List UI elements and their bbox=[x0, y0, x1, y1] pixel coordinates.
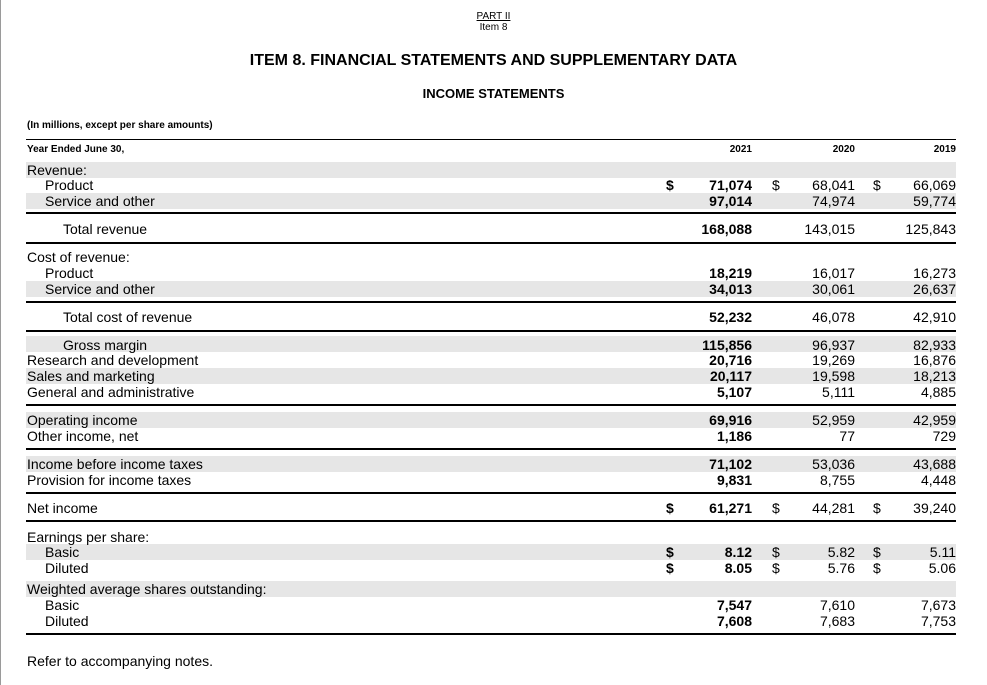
row-label-revenue-service: Service and other bbox=[45, 193, 155, 209]
row-label-cost-service: Service and other bbox=[45, 281, 155, 297]
value-2020: 5.76 bbox=[827, 560, 855, 576]
value-2021: 7,547 bbox=[716, 597, 752, 613]
value-2021: 18,219 bbox=[709, 265, 752, 281]
revenue-section-label: Revenue: bbox=[27, 162, 87, 178]
row-label-total-revenue: Total revenue bbox=[63, 221, 148, 237]
rule bbox=[26, 448, 956, 450]
row-label-net-income: Net income bbox=[27, 500, 98, 516]
rule bbox=[26, 242, 956, 244]
value-2021: 7,608 bbox=[716, 613, 752, 629]
value-2019: 5.11 bbox=[929, 544, 956, 560]
row-band bbox=[26, 162, 956, 178]
statement-title: INCOME STATEMENTS bbox=[422, 86, 565, 101]
value-2021: 9,831 bbox=[716, 472, 752, 488]
value-2020: 8,755 bbox=[819, 472, 855, 488]
part-marker bbox=[0, 11, 987, 33]
value-2019: 7,673 bbox=[920, 597, 956, 613]
value-2020: 46,078 bbox=[812, 309, 855, 325]
currency-symbol: $ bbox=[772, 177, 780, 193]
value-2019: 18,213 bbox=[913, 368, 956, 384]
currency-symbol: $ bbox=[666, 544, 674, 560]
eps-section-label: Earnings per share: bbox=[27, 529, 150, 545]
value-2020: 53,036 bbox=[812, 456, 855, 472]
value-2021: 20,117 bbox=[709, 368, 752, 384]
year-header-label: Year Ended June 30, bbox=[27, 144, 125, 155]
item-label: Item 8 bbox=[479, 22, 508, 33]
value-2021: 52,232 bbox=[709, 309, 752, 325]
row-label-cost-product: Product bbox=[45, 265, 94, 281]
currency-symbol: $ bbox=[873, 500, 881, 516]
row-label-income-before-taxes: Income before income taxes bbox=[27, 456, 203, 472]
rule bbox=[26, 520, 956, 522]
rule bbox=[26, 633, 956, 635]
header-top-rule bbox=[26, 139, 956, 140]
row-label-gross-margin: Gross margin bbox=[63, 337, 148, 353]
col-header-2019: 2019 bbox=[933, 144, 956, 155]
rule bbox=[26, 330, 956, 332]
value-2019: 16,876 bbox=[913, 352, 956, 368]
value-2020: 16,017 bbox=[812, 265, 855, 281]
value-2021: 8.05 bbox=[724, 560, 752, 576]
units-note: (In millions, except per share amounts) bbox=[27, 120, 213, 131]
value-2020: 7,610 bbox=[819, 597, 855, 613]
value-2021: 8.12 bbox=[724, 544, 752, 560]
row-label-general-admin: General and administrative bbox=[27, 384, 195, 400]
value-2021: 34,013 bbox=[709, 281, 752, 297]
rule bbox=[26, 492, 956, 494]
page-title: ITEM 8. FINANCIAL STATEMENTS AND SUPPLEMENTARY DATA bbox=[249, 52, 738, 69]
value-2019: 26,637 bbox=[913, 281, 956, 297]
value-2019: 66,069 bbox=[913, 177, 956, 193]
value-2021: 71,102 bbox=[709, 456, 752, 472]
value-2019: 16,273 bbox=[913, 265, 956, 281]
value-2021: 1,186 bbox=[716, 428, 752, 444]
value-2020: 77 bbox=[839, 428, 855, 444]
value-2019: 5.06 bbox=[928, 560, 956, 576]
value-2019: 39,240 bbox=[913, 500, 956, 516]
page-left-edge bbox=[0, 0, 1, 685]
value-2020: 96,937 bbox=[812, 337, 855, 353]
value-2019: 59,774 bbox=[913, 193, 956, 209]
row-label-shares-diluted: Diluted bbox=[45, 613, 89, 629]
value-2020: 19,269 bbox=[812, 352, 855, 368]
row-label-operating-income: Operating income bbox=[27, 412, 138, 428]
row-label-revenue-product: Product bbox=[45, 177, 94, 193]
value-2020: 5,111 bbox=[822, 384, 855, 400]
row-label-other-income: Other income, net bbox=[27, 428, 139, 444]
shares-section-label: Weighted average shares outstanding: bbox=[27, 581, 267, 597]
value-2021: 97,014 bbox=[709, 193, 752, 209]
currency-symbol: $ bbox=[666, 500, 674, 516]
currency-symbol: $ bbox=[772, 500, 780, 516]
value-2019: 82,933 bbox=[913, 337, 956, 353]
value-2020: 19,598 bbox=[812, 368, 855, 384]
value-2020: 5.82 bbox=[827, 544, 855, 560]
value-2019: 4,448 bbox=[920, 472, 956, 488]
currency-symbol: $ bbox=[772, 544, 780, 560]
value-2020: 52,959 bbox=[812, 412, 855, 428]
rule bbox=[26, 301, 956, 303]
currency-symbol: $ bbox=[873, 560, 881, 576]
col-header-2021: 2021 bbox=[729, 144, 752, 155]
value-2019: 42,959 bbox=[913, 412, 956, 428]
currency-symbol: $ bbox=[873, 544, 881, 560]
part-label: PART II bbox=[476, 11, 511, 22]
rule bbox=[26, 404, 956, 406]
footnote: Refer to accompanying notes. bbox=[27, 653, 213, 669]
value-2021: 5,107 bbox=[716, 384, 752, 400]
currency-symbol: $ bbox=[873, 177, 881, 193]
currency-symbol: $ bbox=[666, 177, 674, 193]
currency-symbol: $ bbox=[772, 560, 780, 576]
value-2021: 168,088 bbox=[701, 221, 752, 237]
currency-symbol: $ bbox=[666, 560, 674, 576]
value-2019: 729 bbox=[932, 428, 956, 444]
row-label-research-development: Research and development bbox=[27, 352, 199, 368]
rule bbox=[26, 212, 956, 214]
value-2021: 20,716 bbox=[709, 352, 752, 368]
row-label-eps-basic: Basic bbox=[45, 544, 80, 560]
row-label-sales-marketing: Sales and marketing bbox=[27, 368, 155, 384]
row-label-eps-diluted: Diluted bbox=[45, 560, 89, 576]
value-2020: 68,041 bbox=[812, 177, 855, 193]
row-label-provision-taxes: Provision for income taxes bbox=[27, 472, 192, 488]
value-2020: 74,974 bbox=[812, 193, 855, 209]
cost-section-label: Cost of revenue: bbox=[27, 249, 130, 265]
value-2020: 30,061 bbox=[812, 281, 855, 297]
value-2020: 44,281 bbox=[812, 500, 855, 516]
value-2019: 125,843 bbox=[905, 221, 956, 237]
value-2021: 71,074 bbox=[709, 177, 752, 193]
row-label-total-cost: Total cost of revenue bbox=[63, 309, 193, 325]
value-2021: 115,856 bbox=[702, 337, 752, 353]
value-2019: 7,753 bbox=[920, 613, 956, 629]
value-2021: 61,271 bbox=[709, 500, 752, 516]
value-2019: 42,910 bbox=[913, 309, 956, 325]
col-header-2020: 2020 bbox=[832, 144, 855, 155]
value-2020: 143,015 bbox=[804, 221, 855, 237]
value-2019: 4,885 bbox=[920, 384, 956, 400]
value-2021: 69,916 bbox=[709, 412, 752, 428]
value-2019: 43,688 bbox=[913, 456, 956, 472]
row-label-shares-basic: Basic bbox=[45, 597, 80, 613]
value-2020: 7,683 bbox=[819, 613, 855, 629]
